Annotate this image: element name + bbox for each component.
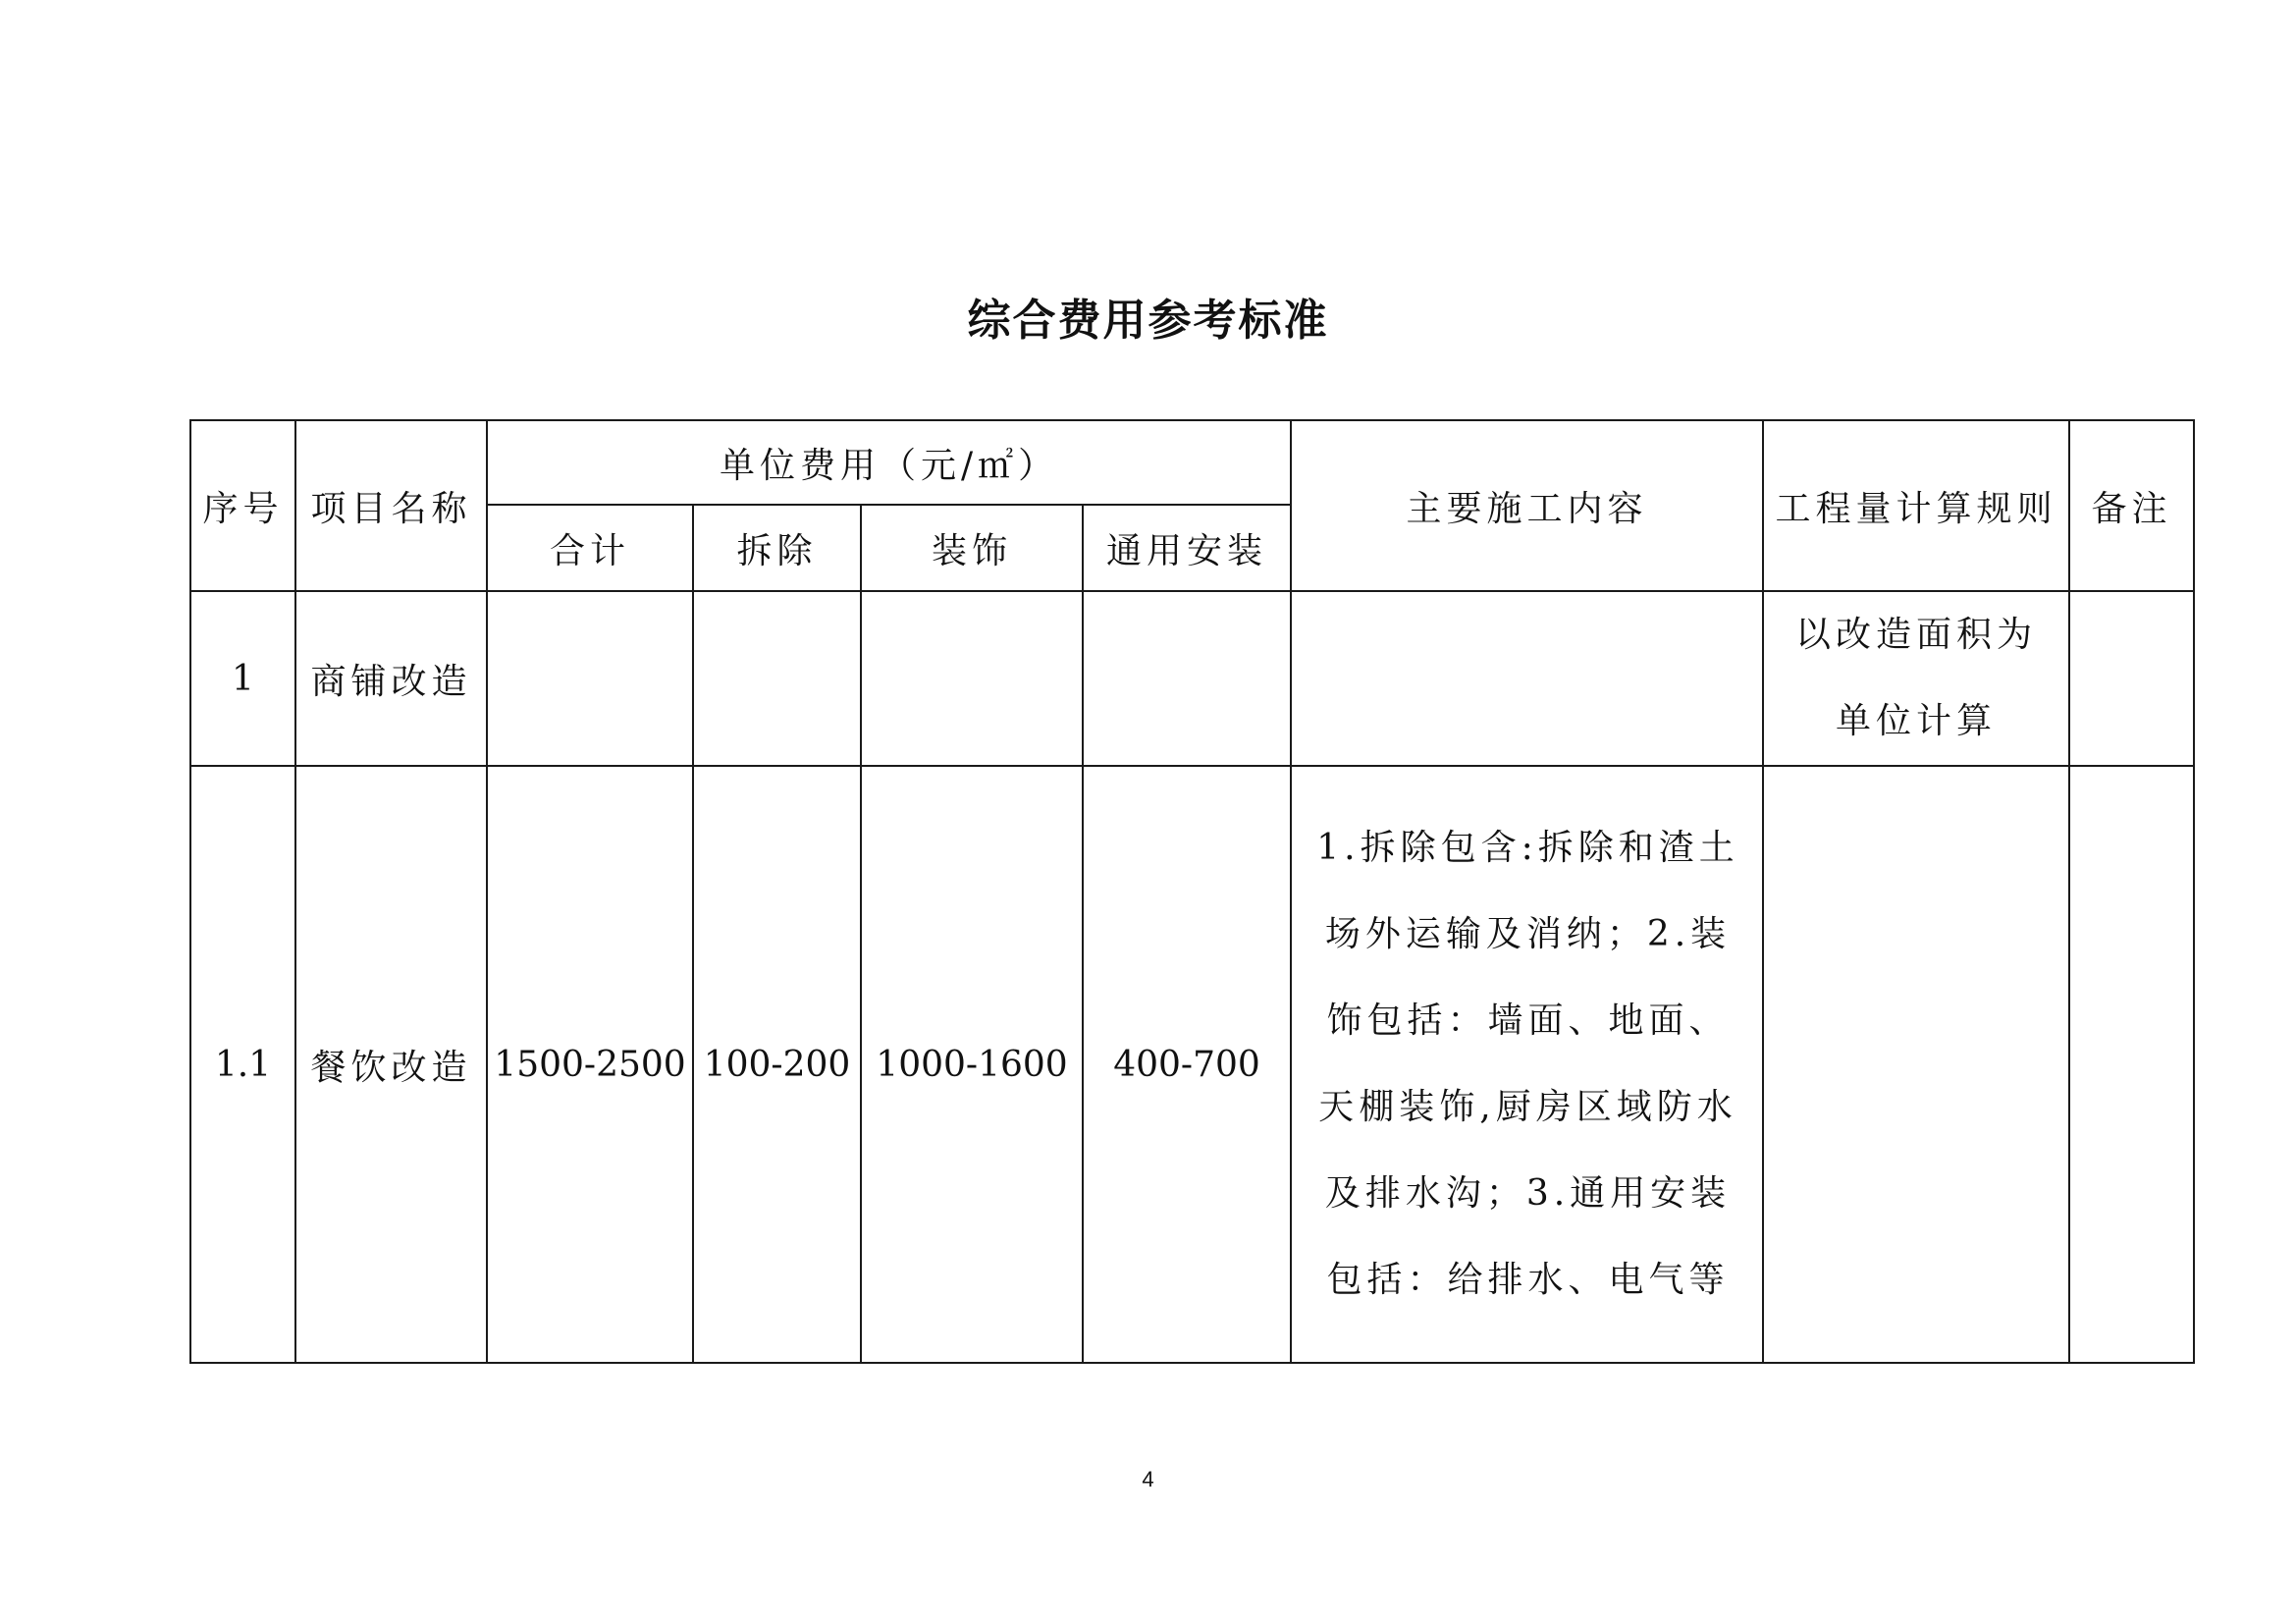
cell-rule	[1763, 766, 2069, 1363]
cell-total	[487, 591, 693, 766]
header-total: 合计	[487, 505, 693, 591]
table-row	[190, 591, 2194, 766]
document-title: 综合费用参考标准	[967, 296, 1329, 346]
header-demolition: 拆除	[693, 505, 861, 591]
cell-name: 商铺改造	[295, 591, 487, 766]
cell-remark	[2069, 591, 2194, 766]
header-name: 项目名称	[295, 420, 487, 591]
cell-demolition: 100-200	[693, 766, 861, 1363]
cell-content: 1.拆除包含:拆除和渣土场外运输及消纳；2.装饰包括：墙面、地面、天棚装饰,厨房区域防水及排水沟；3.通用安装包括：给排水、电气等	[1291, 766, 1763, 1363]
cell-rule: 以改造面积为单位计算	[1763, 591, 2069, 766]
cell-content	[1291, 591, 1763, 766]
cell-seq: 1.1	[190, 766, 295, 1363]
header-content: 主要施工内容	[1291, 420, 1763, 591]
header-decoration: 装饰	[861, 505, 1083, 591]
cell-general-install: 400-700	[1083, 766, 1291, 1363]
header-general-install: 通用安装	[1083, 505, 1291, 591]
header-remark: 备注	[2069, 420, 2194, 591]
header-rule: 工程量计算规则	[1763, 420, 2069, 591]
cost-standard-table	[189, 419, 2195, 1364]
cell-general-install	[1083, 591, 1291, 766]
cell-name: 餐饮改造	[295, 766, 487, 1363]
header-seq: 序号	[190, 420, 295, 591]
cell-remark	[2069, 766, 2194, 1363]
cell-total: 1500-2500	[487, 766, 693, 1363]
page-number: 4	[1142, 1467, 1154, 1491]
header-unit-cost: 单位费用（元/㎡）	[487, 420, 1291, 505]
cell-seq: 1	[190, 591, 295, 766]
table-row	[190, 766, 2194, 1363]
cell-decoration: 1000-1600	[861, 766, 1083, 1363]
cell-demolition	[693, 591, 861, 766]
header-row-1	[190, 420, 2194, 505]
cell-decoration	[861, 591, 1083, 766]
